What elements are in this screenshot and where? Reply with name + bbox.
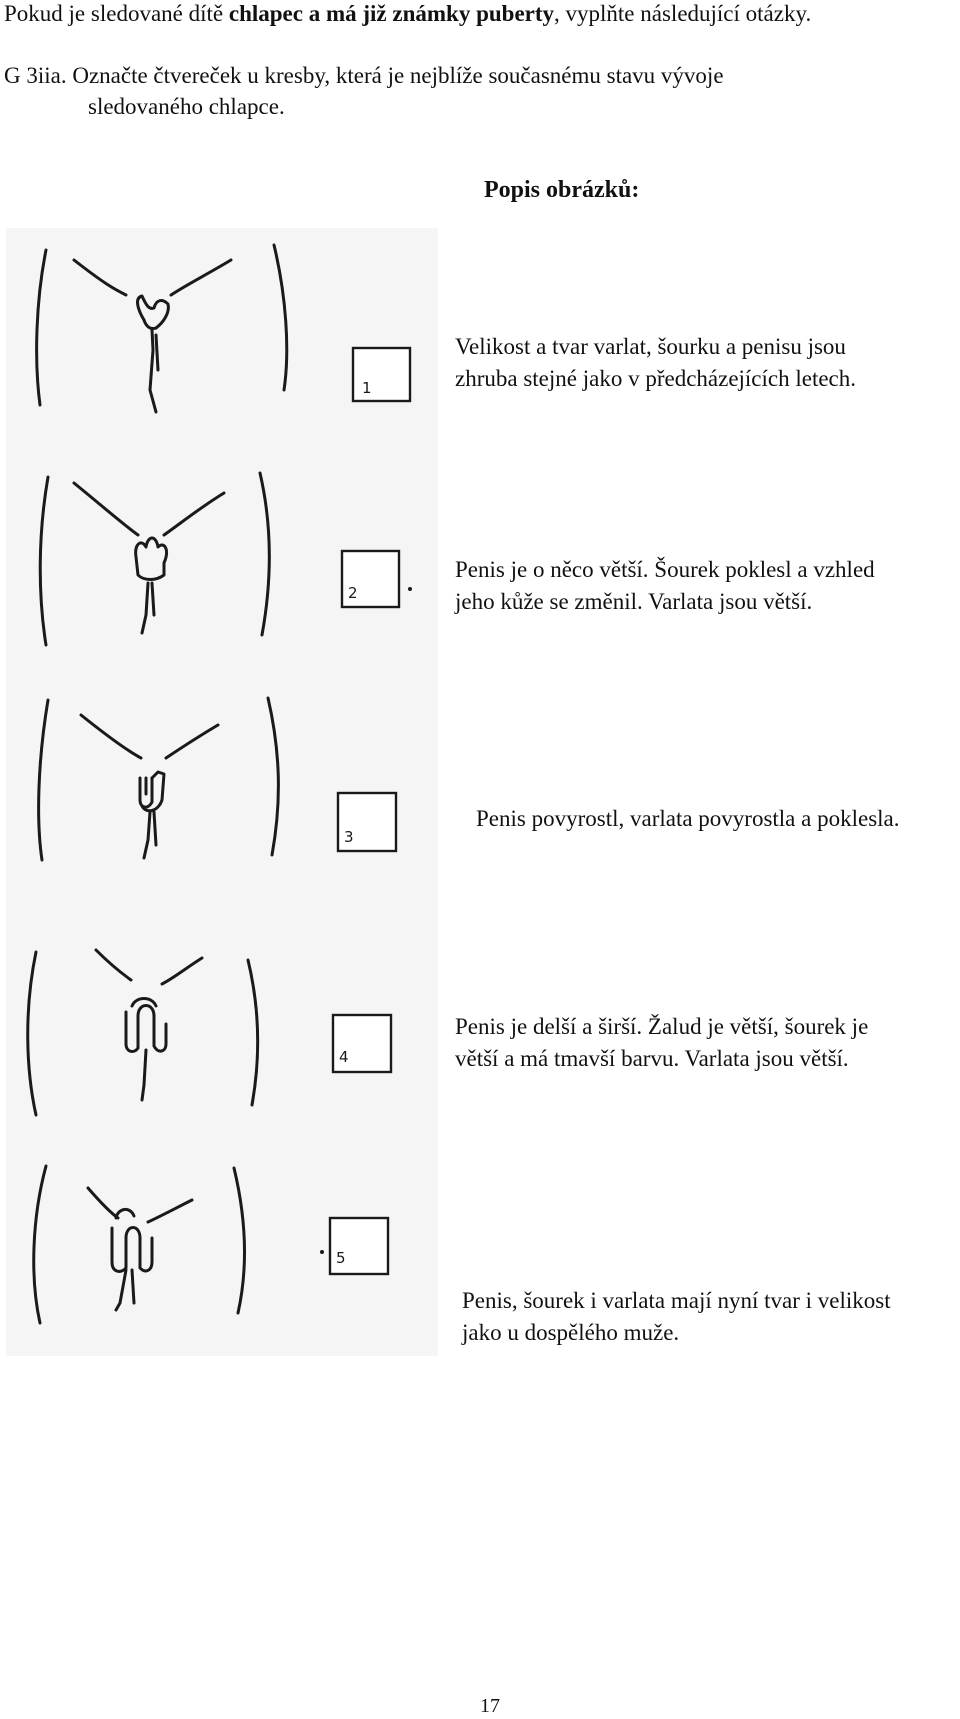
stage-desc-3-line1: Penis povyrostl, varlata povyrostla a poklesla. [476, 806, 900, 831]
checkbox-number-3: 3 [344, 828, 354, 846]
stage-description-2 [455, 554, 875, 618]
stage-desc-2-line2: jeho kůže se změnil. Varlata jsou větší. [455, 589, 813, 614]
stage-desc-5-line2: jako u dospělého muže. [462, 1320, 680, 1345]
stage-desc-4-line1: Penis je delší a širší. Žalud je větší, šourek je [455, 1014, 869, 1039]
stage-drawing-1 [6, 240, 438, 445]
intro-bold: chlapec a má již známky puberty [228, 1, 555, 26]
figure-drawing-2 [6, 465, 438, 670]
stage-desc-4-line2: větší a má tmavší barvu. Varlata jsou větší. [455, 1046, 849, 1071]
figure-drawing-5 [6, 1158, 438, 1363]
question-line1: G 3iia. Označte čtvereček u kresby, která je nejblíže současnému stavu vývoje [4, 63, 724, 88]
stage-description-5 [462, 1285, 891, 1349]
checkbox-number-1: 1 [362, 379, 372, 397]
checkbox-number-2: 2 [348, 584, 358, 602]
intro-text [4, 0, 954, 28]
stage-desc-1-line2: zhruba stejné jako v předcházejících letech. [455, 366, 857, 391]
intro-part1: Pokud je sledované dítě [4, 1, 229, 26]
stage-drawing-3 [6, 690, 438, 895]
stage-description-1 [455, 331, 856, 395]
checkbox-number-4: 4 [339, 1048, 349, 1066]
question-text [4, 60, 954, 122]
checkbox-number-5: 5 [336, 1249, 346, 1267]
descriptions-heading: Popis obrázků: [484, 177, 640, 203]
stage-drawing-4 [6, 940, 438, 1145]
stage-desc-2-line1: Penis je o něco větší. Šourek poklesl a vzhled [455, 557, 875, 582]
intro-part2: , vyplňte následující otázky. [554, 1, 812, 26]
stage-description-3 [476, 803, 900, 835]
figure-drawing-1 [6, 240, 438, 445]
stage-drawing-2 [6, 465, 438, 670]
question-line2: sledovaného chlapce. [88, 94, 285, 119]
stage-description-4 [455, 1011, 868, 1075]
page-number: 17 [480, 1695, 500, 1717]
figure-drawing-3 [6, 690, 438, 895]
figure-drawing-4 [6, 940, 438, 1145]
stage-desc-5-line1: Penis, šourek i varlata mají nyní tvar i velikost [462, 1288, 891, 1313]
stage-drawing-5 [6, 1158, 438, 1363]
stage-desc-1-line1: Velikost a tvar varlat, šourku a penisu jsou [455, 334, 846, 359]
